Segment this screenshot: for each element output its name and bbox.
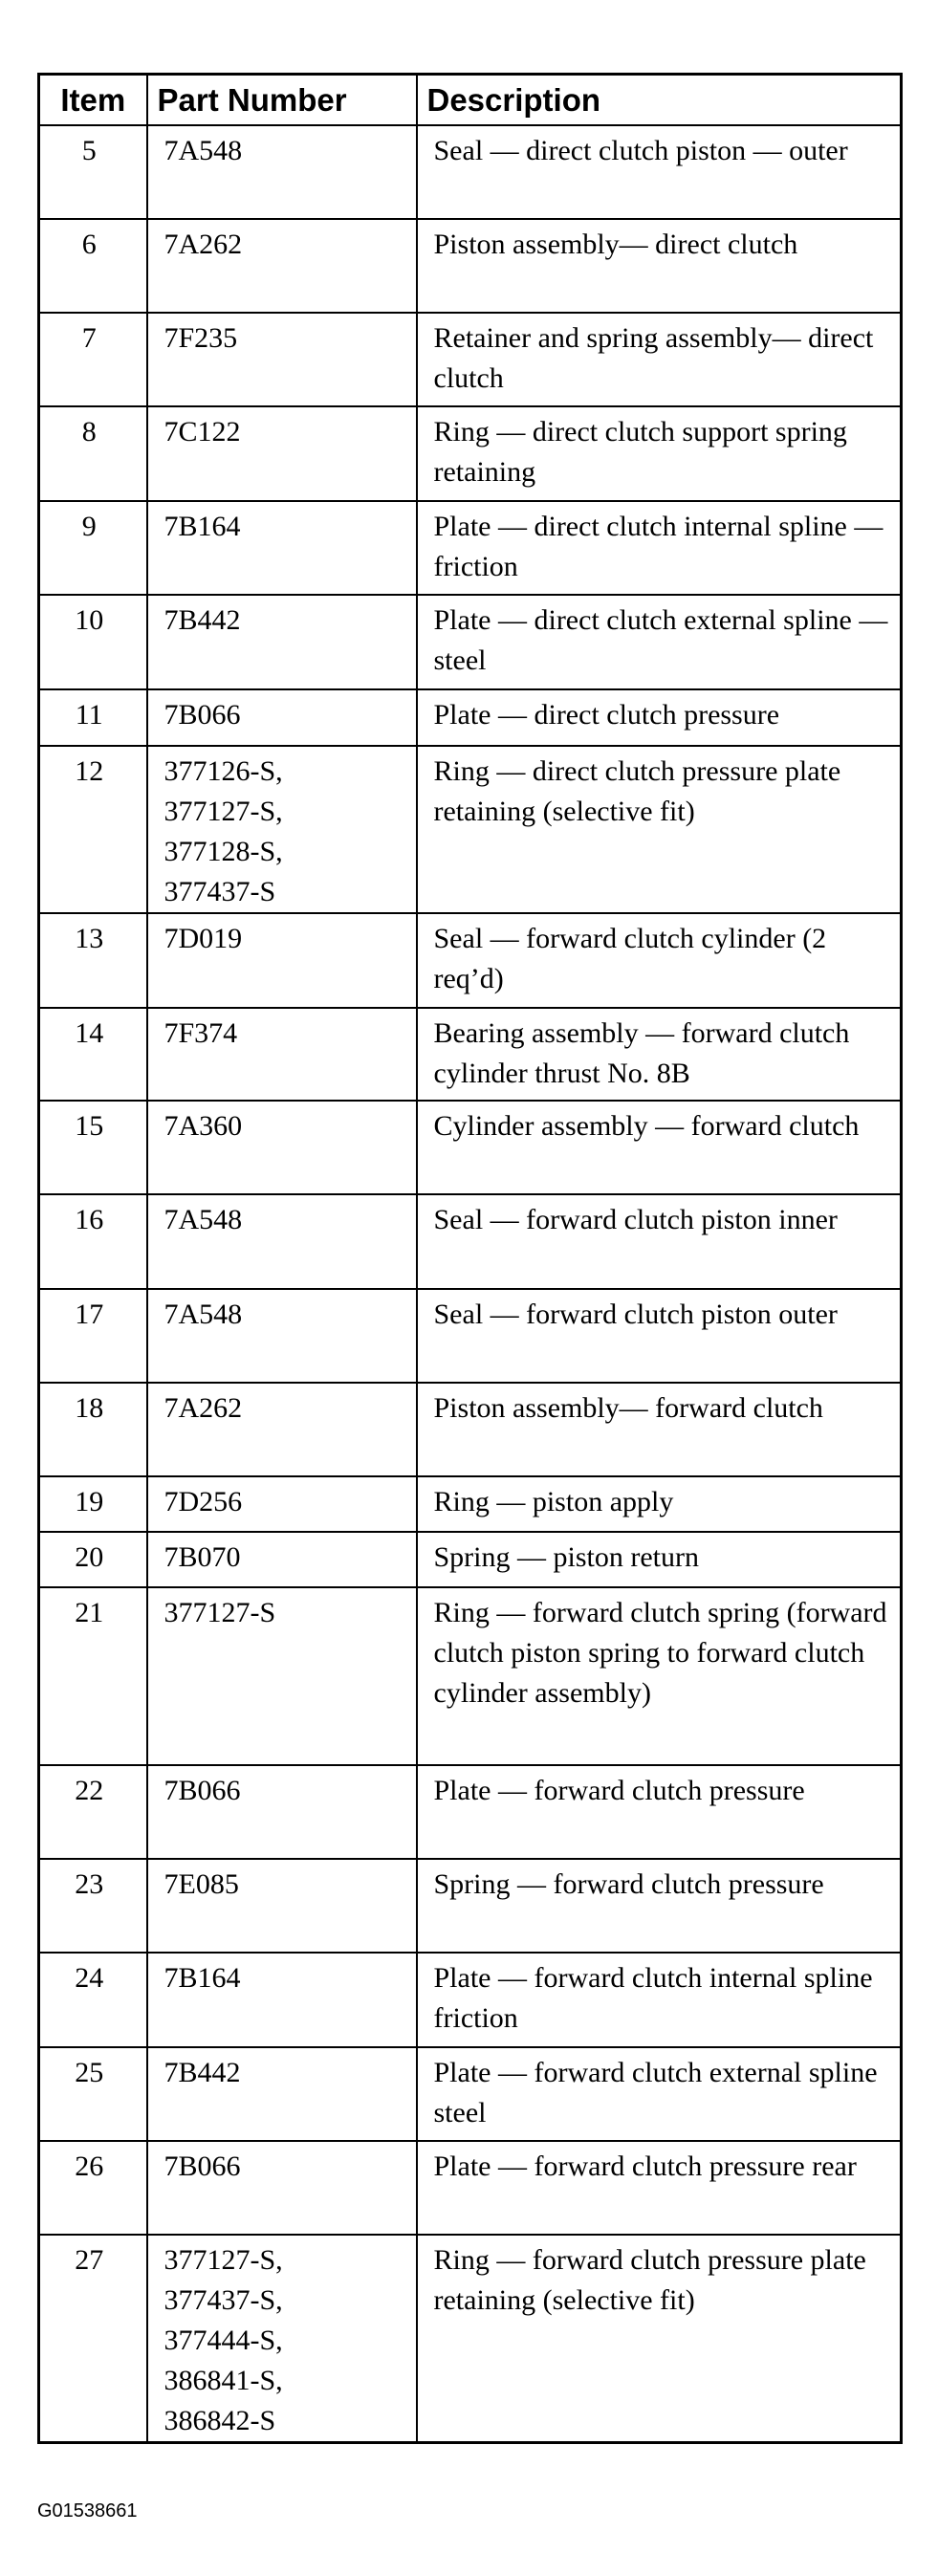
description-cell: Piston assembly— forward clutch [417,1383,902,1476]
table-row [39,1476,902,1532]
description-cell: Ring — forward clutch spring (forward clutch piston spring to forward clutch cylinder assembly) [417,1587,902,1765]
description-cell: Plate — forward clutch internal spline friction [417,1953,902,2047]
item-cell: 7 [39,313,147,406]
description-cell: Seal — forward clutch piston outer [417,1289,902,1383]
table-row [39,595,902,689]
description-cell: Bearing assembly — forward clutch cylinder thrust No. 8B [417,1008,902,1101]
part-number-cell: 7F374 [147,1008,417,1101]
description-cell: Seal — direct clutch piston — outer [417,125,902,219]
description-cell: Ring — piston apply [417,1476,902,1532]
table-row [39,1765,902,1859]
description-cell: Spring — forward clutch pressure [417,1859,902,1953]
table-row [39,1953,902,2047]
item-cell: 19 [39,1476,147,1532]
part-number-cell: 7B066 [147,689,417,746]
description-cell: Seal — forward clutch piston inner [417,1194,902,1289]
part-number-cell: 7B164 [147,1953,417,2047]
table-header [39,75,902,126]
description-cell: Retainer and spring assembly— direct clutch [417,313,902,406]
item-cell: 8 [39,406,147,501]
description-cell: Ring — direct clutch pressure plate retaining (selective fit) [417,746,902,913]
item-cell: 11 [39,689,147,746]
parts-table [37,73,903,2444]
part-number-cell: 7B066 [147,2141,417,2235]
part-number-cell: 7B070 [147,1532,417,1587]
item-cell: 6 [39,219,147,313]
table-row [39,1587,902,1765]
description-cell: Spring — piston return [417,1532,902,1587]
header-part-number: Part Number [147,75,417,126]
table-row [39,2047,902,2141]
description-cell: Seal — forward clutch cylinder (2 req’d) [417,913,902,1008]
item-cell: 15 [39,1101,147,1194]
part-number-cell: 377127-S [147,1587,417,1765]
description-cell: Plate — direct clutch pressure [417,689,902,746]
item-cell: 25 [39,2047,147,2141]
table-row [39,1383,902,1476]
part-number-cell: 7F235 [147,313,417,406]
item-cell: 12 [39,746,147,913]
item-cell: 13 [39,913,147,1008]
table-row [39,1859,902,1953]
item-cell: 18 [39,1383,147,1476]
part-number-cell: 7B066 [147,1765,417,1859]
part-number-cell: 7D256 [147,1476,417,1532]
description-cell: Ring — direct clutch support spring retaining [417,406,902,501]
table-body [39,125,902,2443]
part-number-cell: 7B442 [147,595,417,689]
table-row [39,125,902,219]
item-cell: 22 [39,1765,147,1859]
description-cell: Plate — forward clutch pressure [417,1765,902,1859]
header-row [39,75,902,126]
table-row [39,313,902,406]
part-number-cell: 7B164 [147,501,417,595]
part-number-cell: 7A262 [147,1383,417,1476]
item-cell: 27 [39,2235,147,2443]
description-cell: Plate — forward clutch pressure rear [417,2141,902,2235]
part-number-cell: 377126-S, 377127-S, 377128-S, 377437-S [147,746,417,913]
description-cell: Cylinder assembly — forward clutch [417,1101,902,1194]
header-description: Description [417,75,902,126]
header-item: Item [39,75,147,126]
part-number-cell: 377127-S, 377437-S, 377444-S, 386841-S, 386842-S [147,2235,417,2443]
item-cell: 5 [39,125,147,219]
part-number-cell: 7C122 [147,406,417,501]
table-row [39,2141,902,2235]
table-row [39,689,902,746]
item-cell: 14 [39,1008,147,1101]
part-number-cell: 7A548 [147,1289,417,1383]
part-number-cell: 7A360 [147,1101,417,1194]
item-cell: 20 [39,1532,147,1587]
part-number-cell: 7A262 [147,219,417,313]
description-cell: Plate — direct clutch internal spline — friction [417,501,902,595]
item-cell: 16 [39,1194,147,1289]
item-cell: 17 [39,1289,147,1383]
part-number-cell: 7D019 [147,913,417,1008]
table-row [39,219,902,313]
item-cell: 24 [39,1953,147,2047]
description-cell: Ring — forward clutch pressure plate retaining (selective fit) [417,2235,902,2443]
table-row [39,1532,902,1587]
table-row [39,501,902,595]
table-row [39,406,902,501]
description-cell: Piston assembly— direct clutch [417,219,902,313]
item-cell: 21 [39,1587,147,1765]
table-row [39,1101,902,1194]
table-row [39,746,902,913]
description-cell: Plate — forward clutch external spline steel [417,2047,902,2141]
item-cell: 10 [39,595,147,689]
description-cell: Plate — direct clutch external spline — steel [417,595,902,689]
table-row [39,1289,902,1383]
part-number-cell: 7A548 [147,125,417,219]
table-row [39,913,902,1008]
table-row [39,2235,902,2443]
figure-id: G01538661 [37,2500,138,2521]
table-row [39,1194,902,1289]
part-number-cell: 7B442 [147,2047,417,2141]
part-number-cell: 7E085 [147,1859,417,1953]
item-cell: 26 [39,2141,147,2235]
item-cell: 9 [39,501,147,595]
part-number-cell: 7A548 [147,1194,417,1289]
item-cell: 23 [39,1859,147,1953]
table-row [39,1008,902,1101]
